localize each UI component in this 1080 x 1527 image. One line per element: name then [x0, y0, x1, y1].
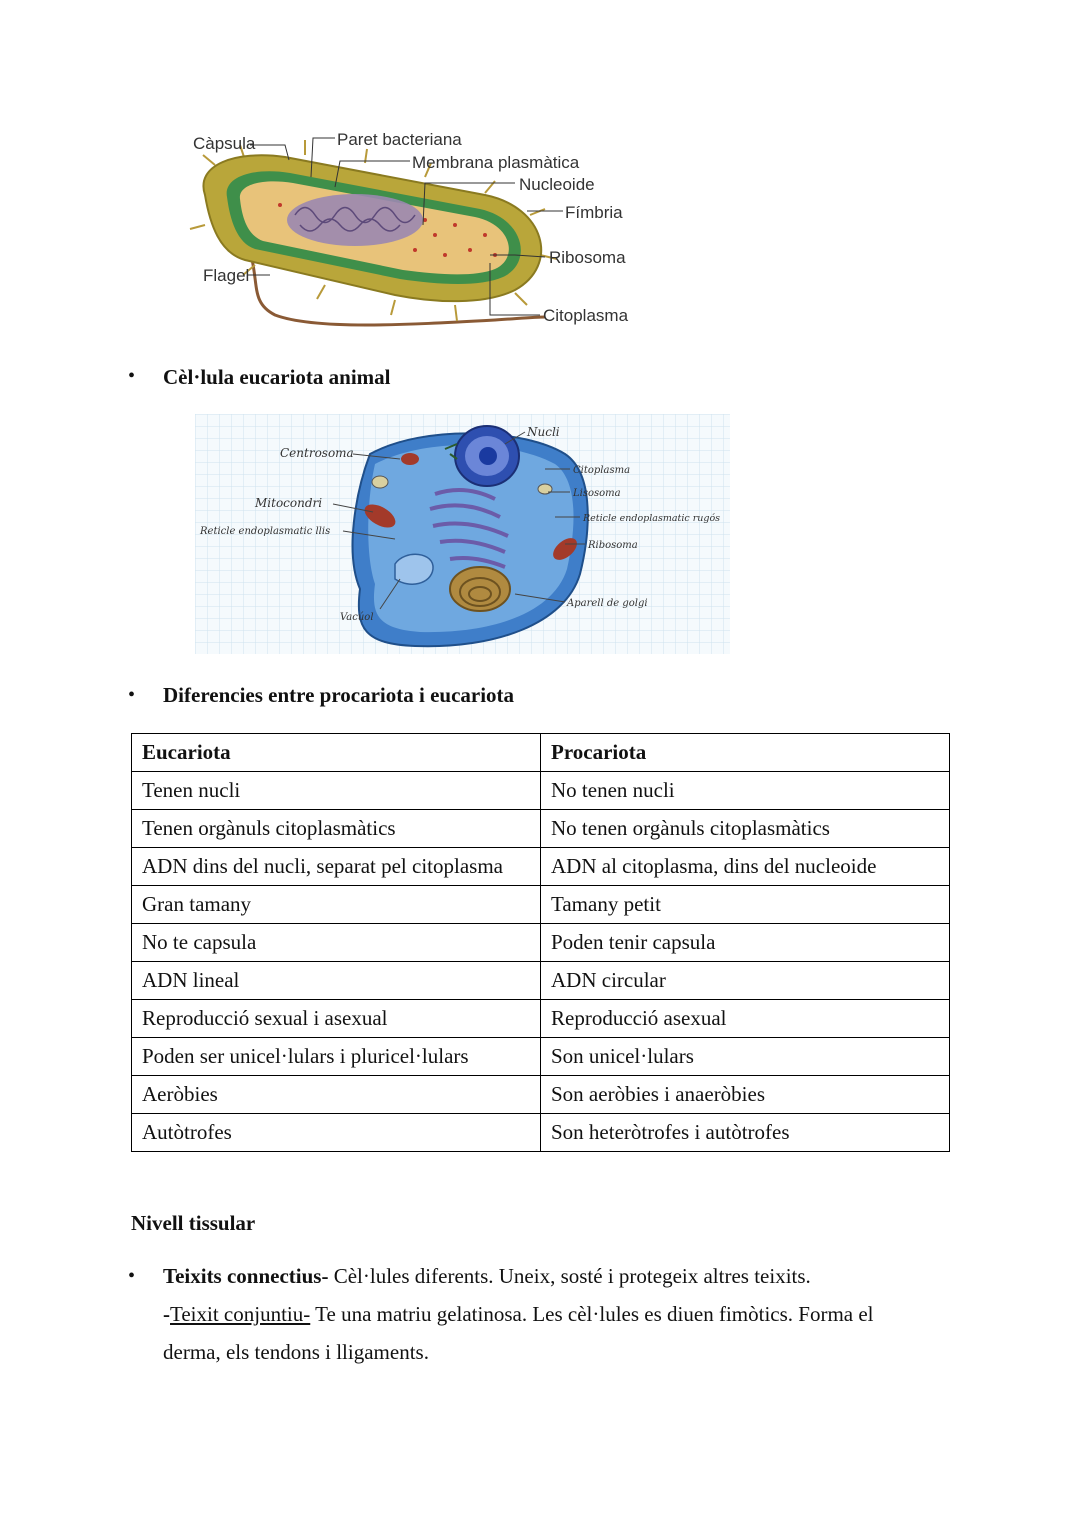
table-cell: Poden ser unicel·lulars i pluricel·lulars — [132, 1038, 541, 1076]
label-nucli: Nucli — [527, 425, 560, 439]
label-centrosoma: Centrosoma — [280, 446, 354, 460]
table-cell: No tenen nucli — [541, 772, 950, 810]
golgi — [450, 567, 510, 611]
table-cell: Son aeròbies i anaeròbies — [541, 1076, 950, 1114]
label-reticle-llis: Reticle endoplasmatic llis — [200, 526, 331, 537]
column-header-eucariota: Eucariota — [132, 734, 541, 772]
column-header-procariota: Procariota — [541, 734, 950, 772]
connective-paragraph — [163, 1257, 923, 1371]
label-paret: Paret bacteriana — [337, 130, 462, 149]
animal-cell-heading: Cèl·lula eucariota animal — [163, 365, 391, 389]
table-header-row — [132, 734, 950, 772]
table-cell: Son unicel·lulars — [541, 1038, 950, 1076]
table-cell: Poden tenir capsula — [541, 924, 950, 962]
table-cell: ADN lineal — [132, 962, 541, 1000]
bullet-icon: • — [128, 684, 136, 706]
label-flagel: Flagel — [203, 266, 250, 285]
table-row — [132, 1076, 950, 1114]
table-cell: No te capsula — [132, 924, 541, 962]
label-membrana: Membrana plasmàtica — [412, 153, 580, 172]
table-row — [132, 772, 950, 810]
connective-title: Teixits connectius- — [163, 1264, 329, 1288]
table-row — [132, 1000, 950, 1038]
sub-text: Te una matriu gelatinosa. Les cèl·lules es diuen fimòtics. Forma el derma, els tendons i lligaments. — [163, 1302, 874, 1364]
tissue-heading: Nivell tissular — [131, 1211, 256, 1235]
table-row — [132, 886, 950, 924]
table-cell: ADN al citoplasma, dins del nucleoide — [541, 848, 950, 886]
table-cell: Aeròbies — [132, 1076, 541, 1114]
table-row — [132, 1114, 950, 1152]
table-cell: Reproducció asexual — [541, 1000, 950, 1038]
nucleoid — [287, 194, 423, 246]
sub-prefix: - — [163, 1302, 170, 1326]
differences-heading: Diferencies entre procariota i eucariota — [163, 683, 515, 707]
table-cell: No tenen orgànuls citoplasmàtics — [541, 810, 950, 848]
table-cell: Reproducció sexual i asexual — [132, 1000, 541, 1038]
label-nucleoide: Nucleoide — [519, 175, 595, 194]
label-ribosoma: Ribosoma — [549, 248, 626, 267]
bullet-icon: • — [128, 1265, 136, 1287]
label-mitocondri: Mitocondri — [255, 496, 323, 510]
table-cell: Tenen nucli — [132, 772, 541, 810]
differences-table — [131, 733, 950, 1152]
sub-title: Teixit conjuntiu- — [170, 1302, 311, 1326]
table-row — [132, 1038, 950, 1076]
bullet-icon: • — [128, 365, 136, 387]
table-row — [132, 962, 950, 1000]
label-capsula: Càpsula — [193, 134, 256, 153]
table-row — [132, 924, 950, 962]
vacuole — [395, 554, 433, 584]
table-cell: ADN dins del nucli, separat pel citoplasma — [132, 848, 541, 886]
table-cell: Tenen orgànuls citoplasmàtics — [132, 810, 541, 848]
label-citoplasma: Citoplasma — [543, 306, 629, 325]
table-cell: ADN circular — [541, 962, 950, 1000]
table-cell: Son heteròtrofes i autòtrofes — [541, 1114, 950, 1152]
label-vacuol: Vacúol — [340, 612, 374, 623]
label-reticle-rugos: Reticle endoplasmatic rugós — [583, 513, 721, 524]
table-cell: Gran tamany — [132, 886, 541, 924]
connective-text: Cèl·lules diferents. Uneix, sosté i protegeix altres teixits. — [328, 1264, 811, 1288]
table-cell: Tamany petit — [541, 886, 950, 924]
label-fimbria: Fímbria — [565, 203, 623, 222]
label-citoplasma-cell: Citoplasma — [573, 465, 631, 476]
table-row — [132, 848, 950, 886]
prokaryote-cell-diagram — [185, 125, 635, 340]
table-cell: Autòtrofes — [132, 1114, 541, 1152]
label-lisosoma: Lisosoma — [573, 488, 621, 499]
table-row — [132, 810, 950, 848]
label-golgi: Aparell de golgi — [567, 598, 648, 609]
label-ribosoma-cell: Ribosoma — [588, 540, 638, 551]
animal-cell-diagram — [195, 414, 730, 654]
